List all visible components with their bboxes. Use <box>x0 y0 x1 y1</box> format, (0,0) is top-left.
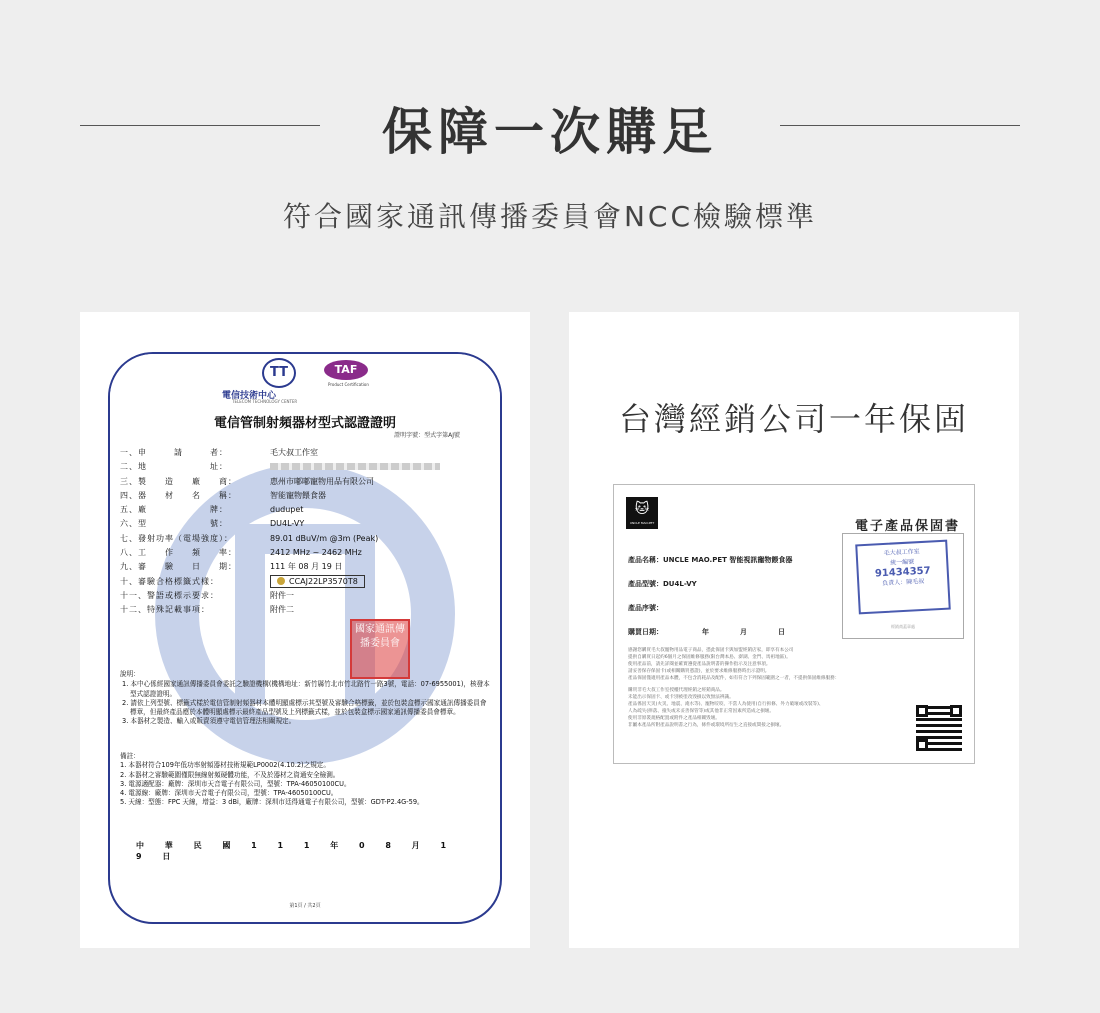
purchase-day: 日 <box>778 628 785 636</box>
field-row: 九、審 驗 日 期： 111 年 08 月 19 日 <box>120 562 343 572</box>
field-row: 十、審驗合格標籤式樣： CCAJ22LP3570T8 <box>120 575 490 589</box>
warranty-card-title: 電子產品保固書 <box>854 519 960 534</box>
field-row: 十二、特殊記載事項： 附件二 <box>120 605 294 615</box>
headline-rule-right <box>780 125 1020 126</box>
fine-print-line: 感謝您購買毛大叔寵物用品電子商品，憑此保固卡與加盟經銷店家，即享有本公司 <box>628 648 794 653</box>
dealer-stamp: 毛大叔工作室 統一編號 91434357 負責人：陳毛叔 <box>855 540 951 615</box>
cat-logo-icon: 🐱 <box>626 497 658 529</box>
ttc-logo-icon: TT <box>262 358 296 388</box>
warranty-title: 台灣經銷公司一年保固 <box>618 400 969 438</box>
certificate-notes: 說明： 1. 本中心係經國家通訊傳播委員會委託之驗證機構(機構地址：新竹縣竹北市竹北路竹一路3號，電話：07-6955001)，核發本型式認證證明。 2. 請依上列型號、標籤式樣於電信管制射頻器材本體明顯處標示其型號及審驗合格標籤，並於包裝盒標示國家通訊傳播委員會標章，但最終產品應於本體明顯處標示最終產品型號及上列標籤式樣，並於包裝盒標示國家通訊傳播委員會標章。 3. 本器材之製造、輸入或販賣須遵守電信管理法相關規定。 <box>120 670 490 726</box>
qr-code-icon <box>916 705 962 751</box>
fine-print-line: 提供自購買日起約6個月之保固維修服務(限台灣本島、澎湖、金門、馬祖地區)。 <box>628 655 791 660</box>
certificate-card <box>80 312 530 948</box>
fine-print-line: 人為疏失(摔落、撞失或未妥善保管等)或其他非正常因素所造成之損壞。 <box>628 709 774 714</box>
fine-print-line: 產品保固僅適用產品本體，不包含消耗品及配件，如有符合下列保固範圍之一者，不提供保固維修服務： <box>628 676 840 681</box>
certificate-date: 中 華 民 國 1 1 1 年 0 8 月 1 9 日 <box>136 841 456 861</box>
warranty-document <box>613 484 975 764</box>
page-footer: 第1頁 / 共2頁 <box>289 903 321 909</box>
headline: 保障一次購足 <box>382 103 718 161</box>
field-row: 六、型 號： DU4L-VY <box>120 519 305 529</box>
certificate-document <box>108 352 502 924</box>
center-name-en: TELECOM TECHNOLOGY CENTER <box>232 399 298 404</box>
official-seal: 國家通訊傳播委員會 <box>350 619 410 679</box>
field-row: 二、地 址： <box>120 460 490 474</box>
brand-logo-text: UNCLE MAO.PET <box>629 521 655 525</box>
taf-label: Product Certification <box>328 382 369 387</box>
stamp-label: 經銷商蓋章處 <box>891 624 915 629</box>
certificate-fields <box>120 446 490 618</box>
taf-logo-icon: TAF <box>324 360 368 380</box>
certification-number: CCAJ22LP3570T8 <box>270 575 365 588</box>
certificate-subtitle: 證明字號：型式字第AJ號 <box>394 432 460 439</box>
field-row: 五、廠 牌： dudupet <box>120 505 304 515</box>
certificate-title: 電信管制射頻器材型式認證證明 <box>213 416 396 431</box>
dealer-stamp-box <box>842 533 964 639</box>
fine-print-line: 請妥善保存保固卡(或相關購買憑證)，並於要求維修服務時出示證明。 <box>628 669 770 674</box>
fine-print-line: 購買非毛大叔工作室授權代理經銷之經銷商品。 <box>628 688 725 693</box>
certificate-remarks: 備註： 1. 本器材符合109年低功率射頻器材技術規範LP0002(4.10.2)之規定。 2. 本器材之審驗範圍僅限無線射頻硬體功能，不及於器材之資通安全檢測。 3. 電源適配器：廠牌：深圳市天音電子有限公司，型號：TPA-46050100CU。 4. 電源線：廠牌：深圳市天音電子有限公司，型號：TPA-46050100CU。 5. 天線：型態：FPC 天線，增益：3 dBi，廠牌：深圳市廷得通電子有限公司，型號：GDT-P2.4G-59。 <box>120 752 424 807</box>
field-row: 十一、警語或標示要求： 附件一 <box>120 590 294 600</box>
fine-print-line: 未能出示保固卡、或卡別被塗改毀損以致無法辨識。 <box>628 695 734 700</box>
purchase-month: 月 <box>740 628 747 636</box>
fine-print-line: 產品係因天災(火災、地震、淹水等)、寵物咬咬、不當人為使用(自行拆修、外力破壞或改裝等)、 <box>628 702 824 707</box>
field-row: 四、器 材 名 稱： 智能寵物餵食器 <box>120 490 326 500</box>
fine-print-line: 使用非原裝規格配置或附件之產品相關毀壞。 <box>628 716 720 721</box>
field-row: 八、工 作 頻 率： 2412 MHz ~ 2462 MHz <box>120 548 362 558</box>
fine-print-line: 使用產品前，請先詳閱並確實遵從產品說明書的操作指示及注意事項。 <box>628 662 771 667</box>
certificate-logos <box>110 354 500 408</box>
redacted-address <box>270 463 440 470</box>
field-row: 一、申 請 者： 毛大叔工作室 <box>120 448 318 457</box>
product-name: 產品名稱：UNCLE MAO.PET 智能視訊寵物餵食器 <box>628 556 793 564</box>
ncc-mark-icon <box>277 577 285 585</box>
product-model: 產品型號：DU4L-VY <box>628 580 697 588</box>
field-row: 七、發射功率（電場強度）： 89.01 dBuV/m @3m (Peak) <box>120 533 379 543</box>
subheadline: 符合國家通訊傳播委員會NCC檢驗標準 <box>282 200 818 233</box>
purchase-year: 年 <box>702 628 709 636</box>
center-name: 電信技術中心 <box>222 391 277 401</box>
purchase-date: 購買日期： <box>628 628 663 636</box>
headline-row <box>80 92 1020 162</box>
field-row: 三、製 造 廠 商： 惠州市嘟嘟寵物用品有限公司 <box>120 476 374 486</box>
product-serial: 產品序號： <box>628 604 663 612</box>
fine-print-line: 非屬本產品所附產品說明書之行為，條件或環境所衍生之直接或間接之損壞。 <box>628 723 785 728</box>
warranty-card <box>569 312 1019 948</box>
